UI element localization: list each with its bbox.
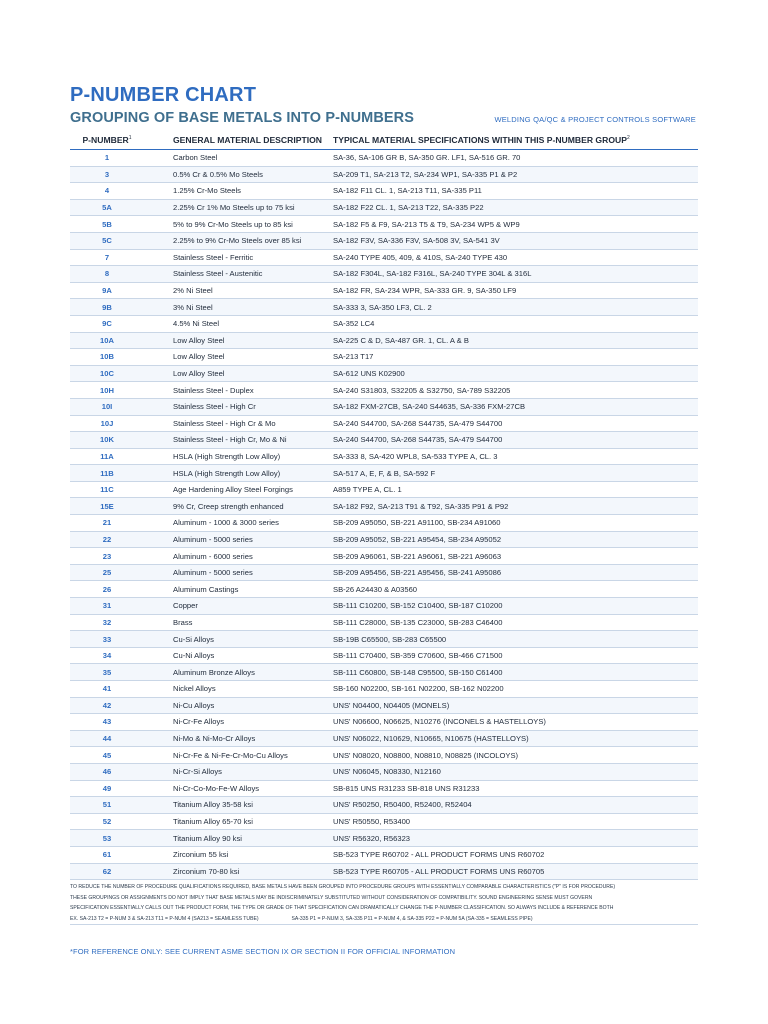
page-title: P-NUMBER CHART — [70, 84, 257, 106]
description-cell: 1.25% Cr-Mo Steels — [144, 183, 333, 200]
footnote-2: THESE GROUPINGS OR ASSIGNMENTS DO NOT IMPLY THAT BASE METALS MAY BE INDISCRIMINATELY SUBSTITUTED WITHOUT CONSIDERATION OF COMPATIBILITY. SOUND ENGINEERING SENSE MUST GOVERN — [70, 894, 593, 901]
spec-cell: SA-182 FXM-27CB, SA-240 S44635, SA-336 FXM-27CB — [333, 398, 698, 415]
table-row — [70, 498, 698, 515]
p-number-cell: 9A — [70, 282, 144, 299]
table-row — [70, 515, 698, 532]
description-cell: Ni-Cr-Co-Mo-Fe-W Alloys — [144, 780, 333, 797]
spec-cell: SA-36, SA-106 GR B, SA-350 GR. LF1, SA-516 GR. 70 — [333, 150, 698, 167]
description-cell: Low Alloy Steel — [144, 365, 333, 382]
p-number-cell: 7 — [70, 249, 144, 266]
p-number-cell: 1 — [70, 150, 144, 167]
description-cell: Aluminum - 1000 & 3000 series — [144, 515, 333, 532]
header-description: GENERAL MATERIAL DESCRIPTION — [144, 131, 333, 150]
description-cell: Brass — [144, 614, 333, 631]
description-cell: Ni-Cr-Fe & Ni-Fe-Cr-Mo-Cu Alloys — [144, 747, 333, 764]
p-number-cell: 32 — [70, 614, 144, 631]
description-cell: Carbon Steel — [144, 150, 333, 167]
spec-cell: SB-111 C70400, SB-359 C70600, SB-466 C71500 — [333, 647, 698, 664]
table-row — [70, 199, 698, 216]
p-number-cell: 9C — [70, 315, 144, 332]
p-number-cell: 4 — [70, 183, 144, 200]
p-number-cell: 10A — [70, 332, 144, 349]
spec-cell: SB-26 A24430 & A03560 — [333, 581, 698, 598]
footnote-3: SPECIFICATION ESSENTIALLY CALLS OUT THE PRODUCT FORM, THE TYPE OR GRADE OF THAT SPECIFICATION CAN DRAMATICALLY CHANGE THE P-NUMBER CLASSIFICATION. SO ALWAYS INCLUDE & REFERENCE BOTH — [70, 905, 614, 911]
p-number-cell: 61 — [70, 846, 144, 863]
description-cell: Stainless Steel - Ferritic — [144, 249, 333, 266]
spec-cell: SA-517 A, E, F, & B, SA-592 F — [333, 465, 698, 482]
description-cell: Aluminum Castings — [144, 581, 333, 598]
table-row — [70, 647, 698, 664]
spec-cell: SA-182 F5 & F9, SA-213 T5 & T9, SA-234 WP5 & WP9 — [333, 216, 698, 233]
table-row — [70, 830, 698, 847]
description-cell: 0.5% Cr & 0.5% Mo Steels — [144, 166, 333, 183]
spec-cell: SB-209 A96061, SB-221 A96061, SB-221 A96063 — [333, 548, 698, 565]
table-row — [70, 697, 698, 714]
spec-cell: A859 TYPE A, CL. 1 — [333, 481, 698, 498]
table-row — [70, 763, 698, 780]
description-cell: Aluminum Bronze Alloys — [144, 664, 333, 681]
spec-cell: SA-333 3, SA-350 LF3, CL. 2 — [333, 299, 698, 316]
table-row — [70, 846, 698, 863]
spec-cell: SA-182 F22 CL. 1, SA-213 T22, SA-335 P22 — [333, 199, 698, 216]
description-cell: HSLA (High Strength Low Alloy) — [144, 448, 333, 465]
description-cell: Titanium Alloy 35-58 ksi — [144, 797, 333, 814]
reference-note: *FOR REFERENCE ONLY: SEE CURRENT ASME SECTION IX OR SECTION II FOR OFFICIAL INFORMATION — [70, 947, 456, 956]
description-cell: Titanium Alloy 90 ksi — [144, 830, 333, 847]
spec-cell: SB-111 C28000, SB-135 C23000, SB-283 C46400 — [333, 614, 698, 631]
p-number-cell: 23 — [70, 548, 144, 565]
spec-cell: UNS' N06600, N06625, N10276 (INCONELS & HASTELLOYS) — [333, 714, 698, 731]
table-row — [70, 614, 698, 631]
p-number-cell: 45 — [70, 747, 144, 764]
p-number-cell: 22 — [70, 531, 144, 548]
table-row — [70, 531, 698, 548]
spec-cell: UNS' N06045, N08330, N12160 — [333, 763, 698, 780]
table-row — [70, 714, 698, 731]
p-number-cell: 10I — [70, 398, 144, 415]
spec-cell: SA-240 TYPE 405, 409, & 410S, SA-240 TYPE 430 — [333, 249, 698, 266]
table-row — [70, 465, 698, 482]
description-cell: 2% Ni Steel — [144, 282, 333, 299]
table-row — [70, 780, 698, 797]
p-number-cell: 3 — [70, 166, 144, 183]
table-row — [70, 299, 698, 316]
p-number-cell: 62 — [70, 863, 144, 880]
spec-cell: UNS' N08020, N08800, N08810, N08825 (INCOLOYS) — [333, 747, 698, 764]
table-row — [70, 349, 698, 366]
description-cell: Aluminum - 5000 series — [144, 531, 333, 548]
footnote-1: TO REDUCE THE NUMBER OF PROCEDURE QUALIFICATIONS REQUIRED, BASE METALS HAVE BEEN GROUPED INTO PROCEDURE GROUPS WITH ESSENTIALLY COMPARABLE CHARACTERISTICS ("P" IS FOR PROCEDURE) — [70, 884, 616, 890]
p-number-cell: 26 — [70, 581, 144, 598]
p-number-cell: 34 — [70, 647, 144, 664]
p-number-cell: 5B — [70, 216, 144, 233]
subtitle-row — [70, 110, 698, 128]
spec-cell: SA-225 C & D, SA-487 GR. 1, CL. A & B — [333, 332, 698, 349]
p-number-cell: 5C — [70, 232, 144, 249]
spec-cell: SA-240 S44700, SA-268 S44735, SA-479 S44700 — [333, 415, 698, 432]
p-number-cell: 43 — [70, 714, 144, 731]
spec-cell: SB-815 UNS R31233 SB-818 UNS R31233 — [333, 780, 698, 797]
p-number-cell: 53 — [70, 830, 144, 847]
p-number-cell: 10J — [70, 415, 144, 432]
header-pnumber: P-NUMBER$^1$ — [70, 131, 144, 150]
p-number-cell: 10C — [70, 365, 144, 382]
description-cell: Cu-Si Alloys — [144, 631, 333, 648]
p-number-cell: 41 — [70, 681, 144, 698]
description-cell: Ni-Cu Alloys — [144, 697, 333, 714]
spec-cell: SB-523 TYPE R60702 - ALL PRODUCT FORMS UNS R60702 — [333, 846, 698, 863]
p-number-cell: 8 — [70, 266, 144, 283]
spec-cell: UNS' N04400, N04405 (MONELS) — [333, 697, 698, 714]
spec-cell: SB-209 A95456, SB-221 A95456, SB-241 A95086 — [333, 564, 698, 581]
p-number-cell: 33 — [70, 631, 144, 648]
spec-cell: SB-19B C65500, SB-283 C65500 — [333, 631, 698, 648]
p-number-cell: 9B — [70, 299, 144, 316]
spec-cell: UNS' R56320, R56323 — [333, 830, 698, 847]
description-cell: Nickel Alloys — [144, 681, 333, 698]
description-cell: 5% to 9% Cr-Mo Steels up to 85 ksi — [144, 216, 333, 233]
description-cell: Aluminum - 6000 series — [144, 548, 333, 565]
p-number-table — [70, 131, 698, 880]
description-cell: 4.5% Ni Steel — [144, 315, 333, 332]
table-row — [70, 398, 698, 415]
footnote-example — [70, 914, 698, 925]
description-cell: Stainless Steel - High Cr — [144, 398, 333, 415]
table-row — [70, 664, 698, 681]
p-number-cell: 35 — [70, 664, 144, 681]
table-row — [70, 216, 698, 233]
spec-cell: SB-111 C60800, SB-148 C95500, SB-150 C61400 — [333, 664, 698, 681]
table-row — [70, 150, 698, 167]
description-cell: Copper — [144, 598, 333, 615]
p-number-cell: 11A — [70, 448, 144, 465]
description-cell: Titanium Alloy 65-70 ksi — [144, 813, 333, 830]
spec-cell: SB-160 N02200, SB-161 N02200, SB-162 N02200 — [333, 681, 698, 698]
p-number-cell: 21 — [70, 515, 144, 532]
p-number-cell: 10H — [70, 382, 144, 399]
table-row — [70, 564, 698, 581]
spec-cell: SB-523 TYPE R60705 - ALL PRODUCT FORMS UNS R60705 — [333, 863, 698, 880]
spec-cell: UNS' R50550, R53400 — [333, 813, 698, 830]
description-cell: HSLA (High Strength Low Alloy) — [144, 465, 333, 482]
p-number-cell: 10K — [70, 432, 144, 449]
description-cell: Cu-Ni Alloys — [144, 647, 333, 664]
spec-cell: SA-182 F304L, SA-182 F316L, SA-240 TYPE 304L & 316L — [333, 266, 698, 283]
description-cell: 2.25% Cr 1% Mo Steels up to 75 ksi — [144, 199, 333, 216]
description-cell: Stainless Steel - Austenitic — [144, 266, 333, 283]
p-number-cell: 11B — [70, 465, 144, 482]
spec-cell: UNS' N06022, N10629, N10665, N10675 (HASTELLOYS) — [333, 730, 698, 747]
tagline: WELDING QA/QC & PROJECT CONTROLS SOFTWARE — [494, 115, 696, 124]
spec-cell: SA-240 S31803, S32205 & S32750, SA-789 S32205 — [333, 382, 698, 399]
spec-cell: SA-240 S44700, SA-268 S44735, SA-479 S44700 — [333, 432, 698, 449]
description-cell: Low Alloy Steel — [144, 332, 333, 349]
p-number-cell: 52 — [70, 813, 144, 830]
p-number-cell: 31 — [70, 598, 144, 615]
table-row — [70, 282, 698, 299]
footnotes — [70, 882, 698, 925]
example-pipe: SA-335 P1 = P-NUM 3, SA-335 P11 = P-NUM 4, & SA-335 P22 = P-NUM 5A (SA-335 = SEAMLESS PIPE) — [291, 915, 533, 922]
p-number-cell: 25 — [70, 564, 144, 581]
table-row — [70, 681, 698, 698]
spec-cell: SA-182 F11 CL. 1, SA-213 T11, SA-335 P11 — [333, 183, 698, 200]
spec-cell: SA-612 UNS K02900 — [333, 365, 698, 382]
description-cell: Stainless Steel - High Cr, Mo & Ni — [144, 432, 333, 449]
table-row — [70, 448, 698, 465]
spec-cell: SA-352 LC4 — [333, 315, 698, 332]
p-number-cell: 49 — [70, 780, 144, 797]
spec-cell: SA-209 T1, SA-213 T2, SA-234 WP1, SA-335 P1 & P2 — [333, 166, 698, 183]
table-row — [70, 315, 698, 332]
table-row — [70, 232, 698, 249]
description-cell: Stainless Steel - High Cr & Mo — [144, 415, 333, 432]
example-tube: EX. SA-213 T2 = P-NUM 3 & SA-213 T11 = P-NUM 4 (SA213 = SEAMLESS TUBE) — [70, 915, 259, 922]
table-body — [70, 150, 698, 880]
description-cell: Low Alloy Steel — [144, 349, 333, 366]
description-cell: 9% Cr, Creep strength enhanced — [144, 498, 333, 515]
table-row — [70, 183, 698, 200]
p-number-cell: 46 — [70, 763, 144, 780]
description-cell: 2.25% to 9% Cr-Mo Steels over 85 ksi — [144, 232, 333, 249]
table-row — [70, 432, 698, 449]
table-row — [70, 548, 698, 565]
spec-cell: SA-333 8, SA-420 WPL8, SA-533 TYPE A, CL. 3 — [333, 448, 698, 465]
description-cell: Aluminum - 5000 series — [144, 564, 333, 581]
table-row — [70, 813, 698, 830]
description-cell: Ni-Mo & Ni-Mo-Cr Alloys — [144, 730, 333, 747]
description-cell: Zirconium 70-80 ksi — [144, 863, 333, 880]
table-row — [70, 166, 698, 183]
p-number-cell: 11C — [70, 481, 144, 498]
spec-cell: SB-209 A95050, SB-221 A91100, SB-234 A91060 — [333, 515, 698, 532]
page-subtitle: GROUPING OF BASE METALS INTO P-NUMBERS — [70, 110, 415, 126]
p-number-cell: 15E — [70, 498, 144, 515]
p-number-cell: 51 — [70, 797, 144, 814]
spec-cell: SB-111 C10200, SB-152 C10400, SB-187 C10200 — [333, 598, 698, 615]
spec-cell: UNS' R50250, R50400, R52400, R52404 — [333, 797, 698, 814]
table-header-row — [70, 131, 698, 150]
table-row — [70, 382, 698, 399]
spec-cell: SA-213 T17 — [333, 349, 698, 366]
spec-cell: SA-182 FR, SA-234 WPR, SA-333 GR. 9, SA-350 LF9 — [333, 282, 698, 299]
spec-cell: SB-209 A95052, SB-221 A95454, SB-234 A95052 — [333, 531, 698, 548]
spec-cell: SA-182 F92, SA-213 T91 & T92, SA-335 P91 & P92 — [333, 498, 698, 515]
description-cell: Zirconium 55 ksi — [144, 846, 333, 863]
table-row — [70, 747, 698, 764]
table-row — [70, 730, 698, 747]
p-number-cell: 42 — [70, 697, 144, 714]
spec-cell: SA-182 F3V, SA-336 F3V, SA-508 3V, SA-541 3V — [333, 232, 698, 249]
table-row — [70, 863, 698, 880]
description-cell: Ni-Cr-Fe Alloys — [144, 714, 333, 731]
description-cell: 3% Ni Steel — [144, 299, 333, 316]
table-row — [70, 481, 698, 498]
description-cell: Ni-Cr-Si Alloys — [144, 763, 333, 780]
table-row — [70, 249, 698, 266]
p-number-cell: 5A — [70, 199, 144, 216]
table-row — [70, 415, 698, 432]
table-row — [70, 332, 698, 349]
table-row — [70, 266, 698, 283]
table-row — [70, 631, 698, 648]
table-row — [70, 797, 698, 814]
p-number-cell: 44 — [70, 730, 144, 747]
p-number-cell: 10B — [70, 349, 144, 366]
table-row — [70, 598, 698, 615]
table-row — [70, 581, 698, 598]
description-cell: Stainless Steel - Duplex — [144, 382, 333, 399]
header-specs: TYPICAL MATERIAL SPECIFICATIONS WITHIN THIS P-NUMBER GROUP$^2$ — [333, 131, 698, 150]
table-row — [70, 365, 698, 382]
description-cell: Age Hardening Alloy Steel Forgings — [144, 481, 333, 498]
